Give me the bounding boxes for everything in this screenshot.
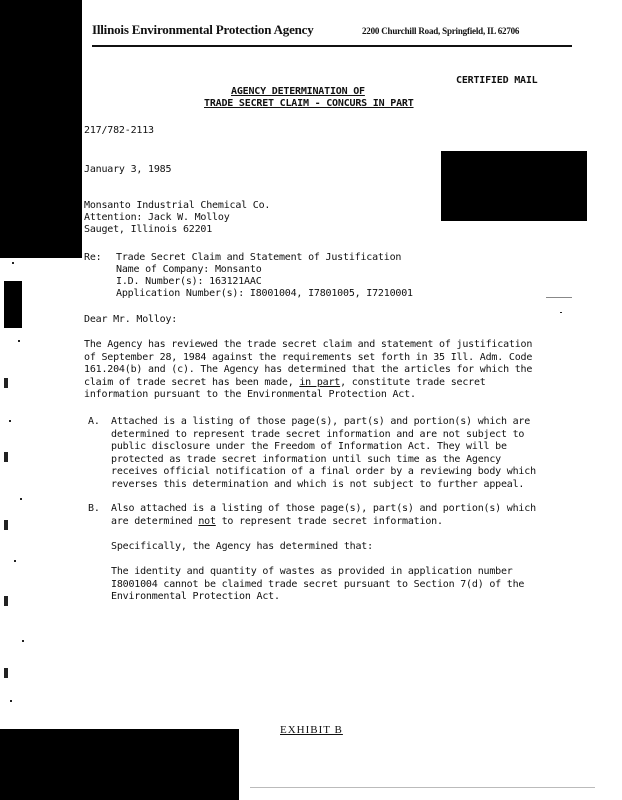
re-label: Re: [84,252,102,263]
re-application-numbers: Application Number(s): I8001004, I7801005, I7210001 [116,288,413,299]
paragraph-1 [84,339,532,402]
paragraph-1-line: information pursuant to the Environmental Protection Act. [84,389,416,401]
finding-text [111,566,524,604]
item-a-label: A. [88,416,100,427]
item-b-line: Also attached is a listing of those page(s), part(s) and portion(s) which [111,503,536,514]
finding-line: Environmental Protection Act. [111,591,280,603]
redaction-right-block [441,151,587,221]
item-a-line: reverses this determination and which is not subject to further appeal. [111,478,525,490]
item-a-line: protected as trade secret information until such time as the Agency [111,453,501,465]
not-emphasis: not [198,515,216,527]
title-line-1: AGENCY DETERMINATION OF [231,86,365,97]
title-line-2: TRADE SECRET CLAIM - CONCURS IN PART [204,98,414,109]
paragraph-1-line: claim of trade secret has been made, in part, constitute trade secret [84,376,486,388]
agency-name: Illinois Environmental Protection Agency [92,22,314,37]
letterhead-rule [92,45,572,47]
recipient-city: Sauget, Illinois 62201 [84,224,213,235]
in-part-emphasis: in part [299,376,341,388]
exhibit-label: EXHIBIT B [280,724,343,736]
specifically-line: Specifically, the Agency has determined that: [111,541,373,552]
recipient-attention: Attention: Jack W. Molloy [84,212,230,223]
finding-line: The identity and quantity of wastes as provided in application number [111,566,513,577]
redaction-bottom-block [0,729,239,800]
phone-number: 217/782-2113 [84,125,154,136]
certified-mail: CERTIFIED MAIL [456,75,538,86]
item-a-line: public disclosure under the Freedom of Information Act. They will be [111,441,507,453]
finding-line: I8001004 cannot be claimed trade secret pursuant to Section 7(d) of the [111,578,525,590]
salutation: Dear Mr. Molloy: [84,314,178,325]
recipient-company: Monsanto Industrial Chemical Co. [84,200,271,211]
re-company: Name of Company: Monsanto [116,264,262,275]
agency-address: 2200 Churchill Road, Springfield, IL 62706 [362,26,520,36]
item-a-text [111,416,536,492]
paragraph-1-line: 161.204(b) and (c). The Agency has determined that the articles for which the [84,364,533,376]
redaction-left-bar [0,0,82,258]
item-b-text [111,503,536,528]
letter-date: January 3, 1985 [84,164,172,175]
redaction-left-block [4,281,22,328]
item-b-line: are determined not to represent trade secret information. [111,515,443,527]
re-id-numbers: I.D. Number(s): 163121AAC [116,276,262,287]
item-a-line: Attached is a listing of those page(s), part(s) and portion(s) which are [111,416,531,427]
item-b-label: B. [88,503,100,514]
bottom-scan-line [250,787,595,788]
paragraph-1-line: The Agency has reviewed the trade secret claim and statement of justification [84,339,533,350]
re-subject: Trade Secret Claim and Statement of Justification [116,252,402,263]
item-a-line: determined to represent trade secret information and are not subject to [111,428,525,440]
paragraph-1-line: of September 28, 1984 against the requirements set forth in 35 Ill. Adm. Code [84,351,533,363]
item-a-line: receives official notification of a final order by a reviewing body which [111,466,536,478]
